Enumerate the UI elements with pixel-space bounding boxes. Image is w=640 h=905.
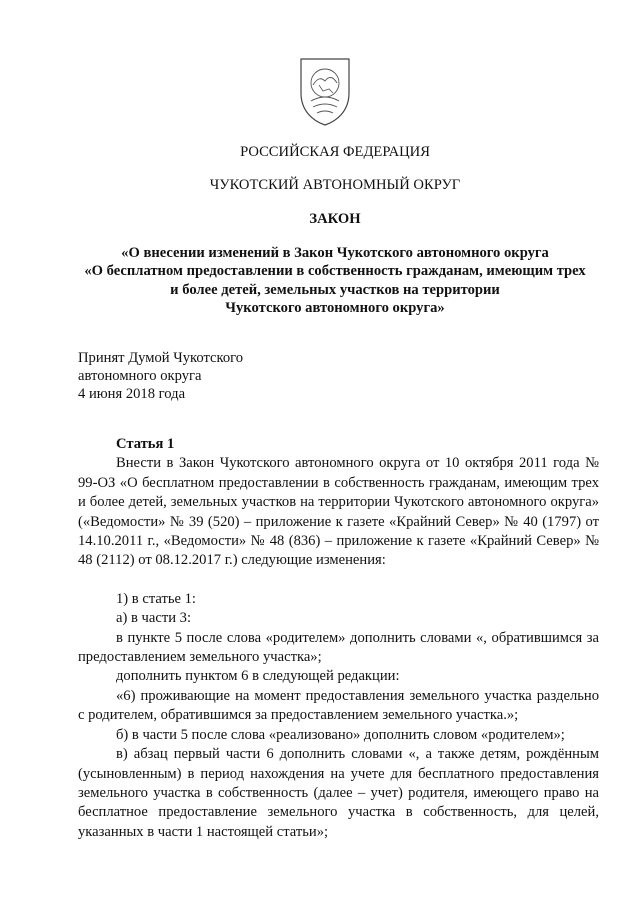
chukotka-coat-of-arms-icon [295, 55, 355, 127]
article-intro: Внести в Закон Чукотского автономного округа от 10 октября 2011 года № 99-ОЗ «О бесплатном предоставлении в собственность гражданам, имеющим трех и более детей, земельных участков на территории Чукотского автономного округа» («Ведомости» № 39 (520) – приложение к газете «Крайний Север» № 40 (1797) от 14.10.2011 г., «Ведомости» № 48 (836) – приложение к газете «Крайний Север» № 48 (2112) от 08.12.2017 г.) следующие изменения: [78, 455, 599, 569]
amendment-item: 1) в статье 1: [116, 590, 196, 607]
amendment-item: «6) проживающие на момент предоставления земельного участка раздельно с родителем, обратившимся за предоставлением земельного участка.»; [78, 687, 599, 724]
amendment-item: в) абзац первый части 6 дополнить словами «, а также детям, рождённым (усыновленным) в период нахождения на учете для бесплатного предоставления земельного участка в собственность (далее – учет) родителя, имеющего право на бесплатное предоставление земельного участка в собственность, для целей, указанных в части 1 настоящей статьи»; [78, 746, 599, 840]
amendment-item: дополнить пунктом 6 в следующей редакции: [116, 668, 400, 685]
law-title-line: «О бесплатном предоставлении в собственность гражданам, имеющим трех [84, 263, 586, 280]
law-title-line: и более детей, земельных участков на территории [170, 281, 500, 298]
law-title-line: Чукотского автономного округа» [225, 300, 445, 317]
law-title-line: «О внесении изменений в Закон Чукотского автономного округа [121, 245, 549, 261]
law-title [70, 244, 600, 318]
article-heading: Статья 1 [116, 436, 175, 452]
adoption-line: Принят Думой Чукотского [78, 350, 244, 366]
document-type-heading: ЗАКОН [309, 211, 361, 227]
adoption-line: автономного округа [78, 368, 202, 385]
article-body [78, 435, 599, 842]
amendment-item: а) в части 3: [116, 610, 192, 627]
amendment-item: б) в части 5 после слова «реализовано» дополнить словом «родителем»; [116, 726, 565, 743]
adoption-note [78, 349, 378, 404]
country-heading: РОССИЙСКАЯ ФЕДЕРАЦИЯ [240, 144, 430, 160]
region-heading: ЧУКОТСКИЙ АВТОНОМНЫЙ ОКРУГ [209, 177, 461, 193]
amendment-item: в пункте 5 после слова «родителем» дополнить словами «, обратившимся за предоставлением земельного участка»; [78, 629, 599, 666]
adoption-line: 4 июня 2018 года [78, 386, 186, 403]
